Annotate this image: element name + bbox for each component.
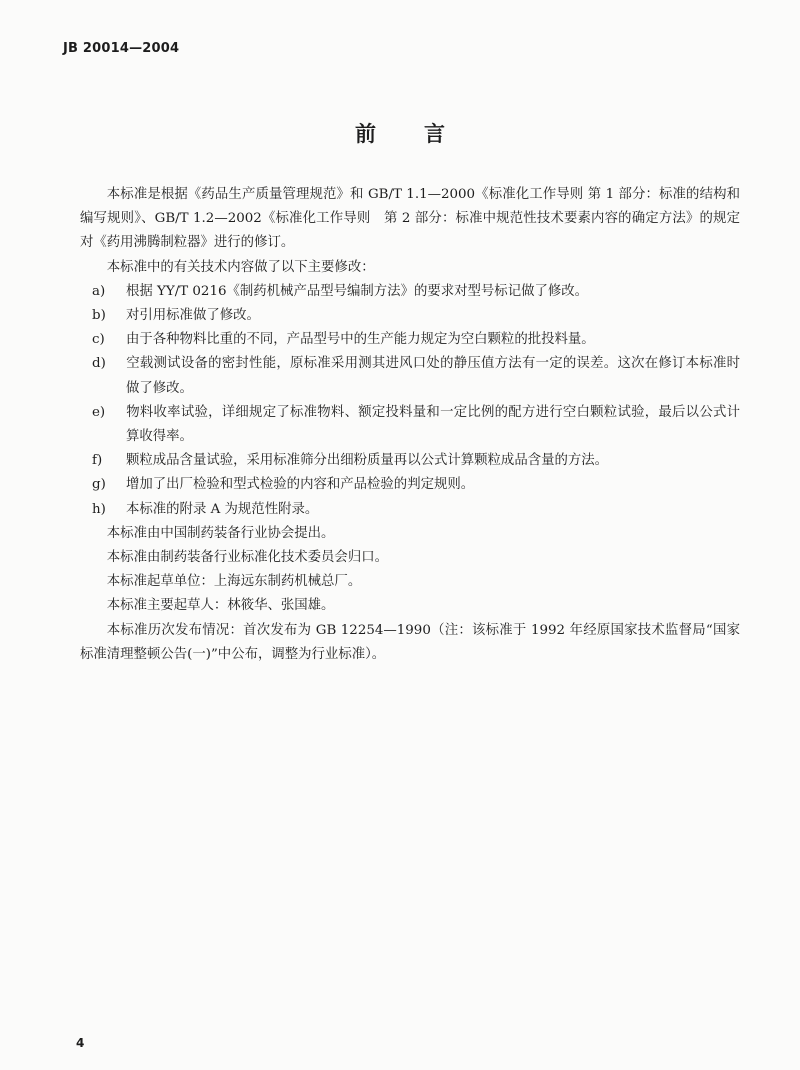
change-item-mark: e) [92, 404, 106, 420]
change-item-mark: b) [92, 308, 106, 324]
change-item-mark: a) [92, 283, 106, 299]
change-item [80, 401, 740, 449]
change-item [80, 280, 740, 304]
change-item [80, 352, 740, 400]
change-item-mark: f) [92, 453, 103, 469]
change-item [80, 449, 740, 473]
change-item [80, 304, 740, 328]
change-item-text: 由于各种物料比重的不同，产品型号中的生产能力规定为空白颗粒的批投料量。 [126, 332, 595, 348]
drafting-unit-paragraph: 本标准起草单位：上海远东制药机械总厂。 [106, 574, 362, 590]
page-number: 4 [76, 1036, 85, 1050]
change-item [80, 473, 740, 497]
title-part-2: 言 [424, 122, 445, 146]
change-item-mark: g) [92, 477, 106, 493]
change-item-text: 本标准的附录 A 为规范性附录。 [126, 501, 319, 517]
proposer-paragraph: 本标准由中国制药装备行业协会提出。 [106, 525, 335, 541]
change-item-text: 根据 YY/T 0216《制药机械产品型号编制方法》的要求对型号标记做了修改。 [126, 283, 589, 299]
history-paragraph: 本标准历次发布情况：首次发布为 GB 12254—1990（注：该标准于 1992 年经原国家技术监督局“国家标准清理整顿公告(一)”中公布，调整为行业标准）。 [80, 622, 740, 662]
intro-paragraph: 本标准是根据《药品生产质量管理规范》和 GB/T 1.1—2000《标准化工作导则 第 1 部分：标准的结构和编写规则》、GB/T 1.2—2002《标准化工作导则 第 2 部分：标准中规范性技术要素内容的确定方法》的规定对《药用沸腾制粒器》进行的修订。 [80, 187, 740, 251]
standard-code: JB 20014—2004 [63, 41, 180, 56]
change-item-mark: d) [92, 356, 106, 372]
change-item [80, 328, 740, 352]
change-item-text: 对引用标准做了修改。 [126, 308, 260, 324]
committee-paragraph: 本标准由制药装备行业标准化技术委员会归口。 [106, 550, 388, 566]
change-item-text: 颗粒成品含量试验，采用标准筛分出细粉质量再以公式计算颗粒成品含量的方法。 [126, 453, 609, 469]
drafters-paragraph: 本标准主要起草人：林筱华、张国雄。 [106, 598, 335, 614]
change-item-mark: h) [92, 501, 106, 517]
changes-lead-paragraph: 本标准中的有关技术内容做了以下主要修改： [106, 259, 375, 275]
change-item [80, 498, 740, 522]
change-item-text: 增加了出厂检验和型式检验的内容和产品检验的判定规则。 [126, 477, 475, 493]
change-item-text: 空载测试设备的密封性能，原标准采用测其进风口处的静压值方法有一定的误差。这次在修订本标准时做了修改。 [126, 356, 740, 396]
change-item-text: 物料收率试验，详细规定了标准物料、额定投料量和一定比例的配方进行空白颗粒试验，最后以公式计算收得率。 [126, 404, 740, 445]
title-part-1: 前 [355, 122, 376, 146]
page-title [0, 118, 800, 148]
foreword-body [80, 183, 740, 667]
change-item-mark: c) [92, 332, 105, 348]
